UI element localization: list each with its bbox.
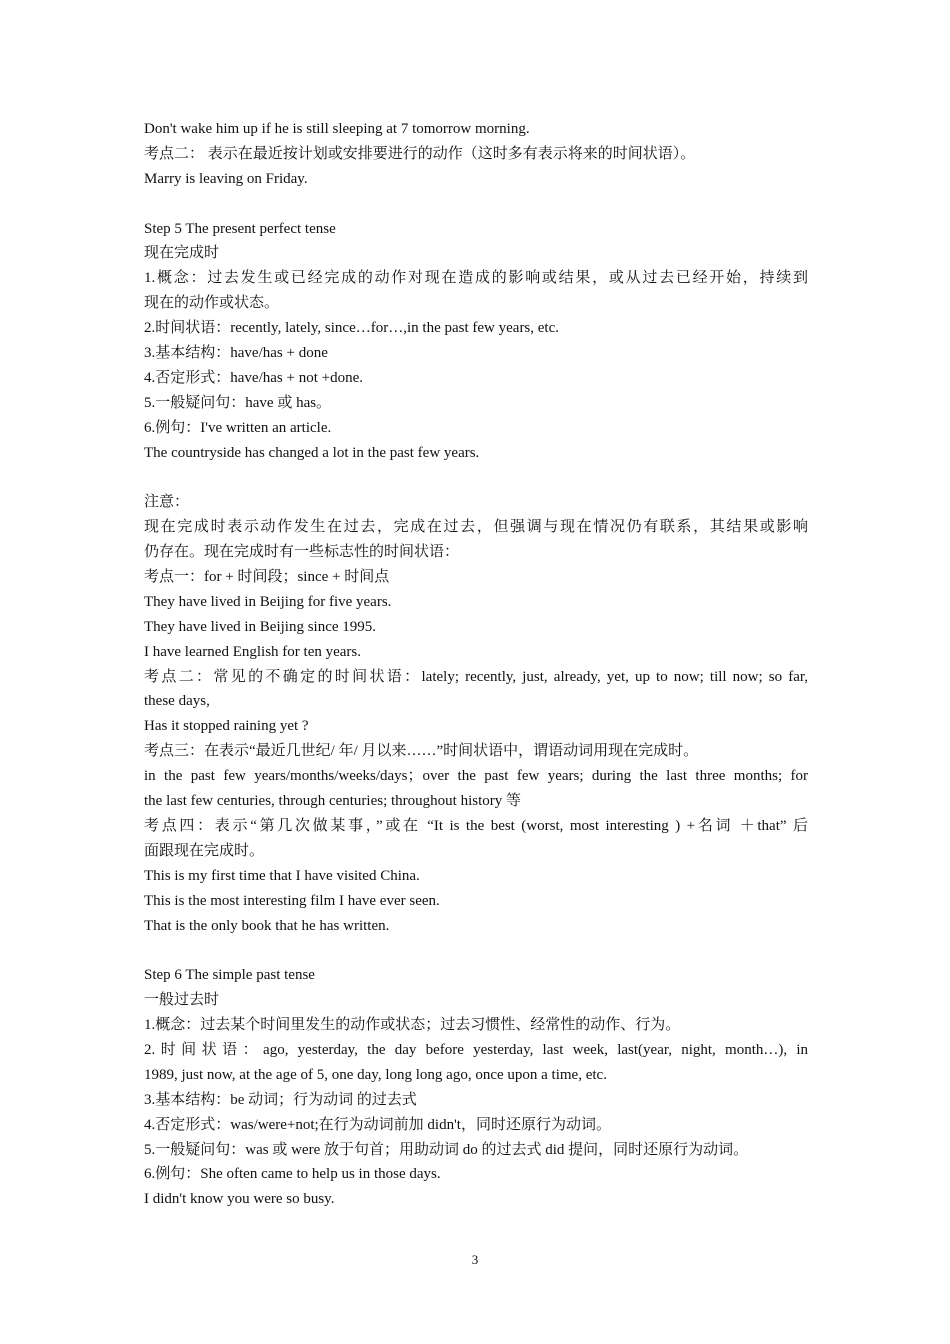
text-line: 现在的动作或状态。 <box>144 295 280 312</box>
blank-line <box>144 938 808 963</box>
text-line: I didn't know you were so busy. <box>144 1191 335 1208</box>
text-line: 5.一般疑问句：was 或 were 放于句首；用助动词 do 的过去式 did 提问，同时还原行为动词。 <box>144 1141 749 1158</box>
text-line: Marry is leaving on Friday. <box>144 170 308 187</box>
text-line: The countryside has changed a lot in the past few years. <box>144 444 480 461</box>
text-line: 4.否定形式：have/has + not +done. <box>144 369 363 386</box>
text-line: 考点四：表示“第几次做某事，”或在 “It is the best (worst, most interesting ) +名词 ＋that” 后 <box>144 817 808 834</box>
blank-line <box>144 465 808 490</box>
text-line: 3.基本结构：be 动词；行为动词 的过去式 <box>144 1091 417 1108</box>
text-line: 考点一：for + 时间段；since + 时间点 <box>144 569 390 586</box>
text-line: 4.否定形式：was/were+not;在行为动词前加 didn't，同时还原行为动词。 <box>144 1116 611 1133</box>
section-subheading: 现在完成时 <box>144 245 220 262</box>
text-line: Don't wake him up if he is still sleeping at 7 tomorrow morning. <box>144 121 530 137</box>
text-line: 考点二： 表示在最近按计划或安排要进行的动作（这时多有表示将来的时间状语）。 <box>144 145 696 162</box>
text-line: 1.概念：过去发生或已经完成的动作对现在造成的影响或结果，或从过去已经开始，持续到 <box>144 270 808 287</box>
text-line: They have lived in Beijing since 1995. <box>144 618 377 635</box>
text-line: That is the only book that he has written. <box>144 917 390 934</box>
page-content <box>144 117 808 1212</box>
section-subheading: 一般过去时 <box>144 992 220 1009</box>
text-line: 1989, just now, at the age of 5, one day, long long ago, once upon a time, etc. <box>144 1066 607 1083</box>
text-line: 现在完成时表示动作发生在过去，完成在过去，但强调与现在情况仍有联系，其结果或影响 <box>144 519 808 536</box>
text-line: Has it stopped raining yet ? <box>144 718 309 735</box>
text-line: I have learned English for ten years. <box>144 643 361 660</box>
page-number: 3 <box>471 1252 479 1267</box>
text-line: 面跟现在完成时。 <box>144 842 265 859</box>
text-line: these days, <box>144 693 210 710</box>
blank-line <box>144 192 808 217</box>
text-line: 5.一般疑问句：have 或 has。 <box>144 394 332 411</box>
section-heading: Step 6 The simple past tense <box>144 967 315 984</box>
text-line: They have lived in Beijing for five years. <box>144 593 392 610</box>
text-line: 3.基本结构：have/has + done <box>144 345 328 362</box>
text-line: the last few centuries, through centuries; throughout history 等 <box>144 793 521 810</box>
text-line: 2.时间状语：recently, lately, since…for…,in the past few years, etc. <box>144 320 560 337</box>
section-heading: Step 5 The present perfect tense <box>144 220 336 237</box>
text-line: 仍存在。现在完成时有一些标志性的时间状语： <box>144 544 460 561</box>
text-line: 注意： <box>144 494 190 511</box>
text-line: 2.时间状语：ago, yesterday, the day before yesterday, last week, last(year, night, month…), in <box>144 1041 808 1058</box>
text-line: This is the most interesting film I have ever seen. <box>144 892 440 909</box>
text-line: 1.概念：过去某个时间里发生的动作或状态；过去习惯性、经常性的动作、行为。 <box>144 1017 681 1034</box>
text-line: in the past few years/months/weeks/days；over the past few years; during the last three months; for <box>144 768 808 785</box>
text-line: 6.例句：I've written an article. <box>144 419 332 436</box>
text-line: This is my first time that I have visited China. <box>144 867 420 884</box>
text-line: 6.例句：She often came to help us in those days. <box>144 1166 441 1183</box>
text-line: 考点三：在表示“最近几世纪/ 年/ 月以来……”时间状语中，谓语动词用现在完成时。 <box>144 743 699 760</box>
text-line: 考点二：常见的不确定的时间状语：lately; recently, just, already, yet, up to now; till now; so far, <box>144 668 808 685</box>
